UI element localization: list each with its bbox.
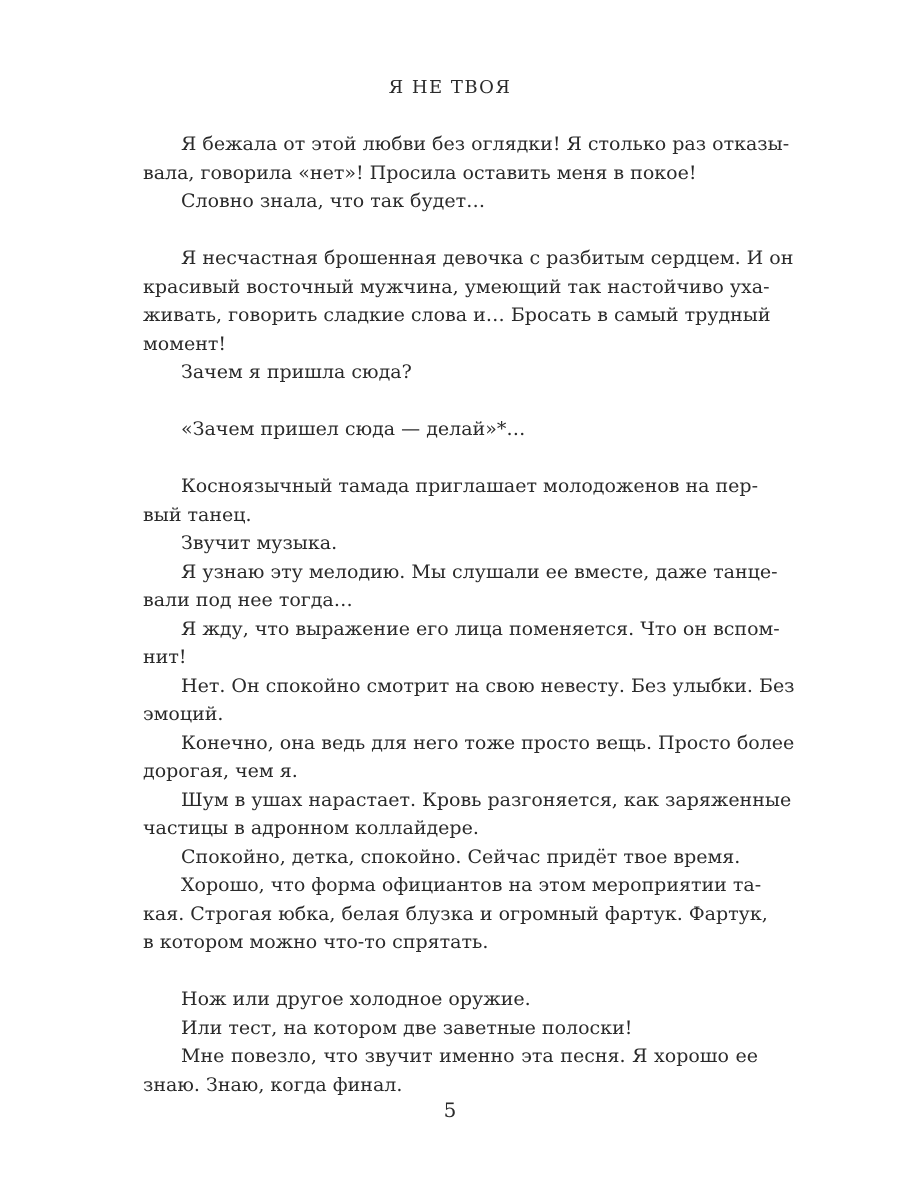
section-break — [143, 216, 758, 245]
paragraph — [143, 615, 780, 672]
text-line: Мне повезло, что звучит именно эта песня. Я хорошо ее — [181, 1045, 758, 1067]
paragraph — [143, 672, 795, 729]
paragraph — [143, 358, 758, 387]
text-line: Нож или другое холодное оружие. — [181, 988, 531, 1010]
text-line: вый танец. — [143, 503, 252, 526]
text-line: эмоций. — [143, 703, 224, 725]
text-line: Звучит музыка. — [181, 532, 338, 554]
running-header-title: Я НЕ ТВОЯ — [388, 77, 512, 98]
paragraph — [143, 415, 758, 444]
page-number: 5 — [443, 1098, 457, 1122]
text-line: Словно знала, что так будет… — [181, 190, 486, 212]
paragraph — [143, 871, 768, 957]
paragraph — [143, 244, 794, 358]
text-line: Конечно, она ведь для него тоже просто вещь. Просто более — [181, 731, 795, 754]
paragraph — [143, 843, 758, 872]
text-line: дорогая, чем я. — [143, 760, 298, 782]
text-line: Хорошо, что форма официантов на этом мероприятии та- — [181, 874, 762, 896]
text-line: Я бежала от этой любви без оглядки! Я столько раз отказы- — [181, 133, 790, 155]
text-line: нит! — [143, 646, 187, 668]
text-line: вала, говорила «нет»! Просила оставить меня в покое! — [143, 161, 697, 184]
text-line: кая. Строгая юбка, белая блузка и огромный фартук. Фартук, — [143, 902, 768, 925]
text-line: Я несчастная брошенная девочка с разбитым сердцем. И он — [181, 247, 794, 269]
text-line: знаю. Знаю, когда финал. — [143, 1073, 403, 1096]
paragraph — [143, 529, 758, 558]
paragraph — [143, 130, 790, 187]
text-line: момент! — [143, 332, 227, 355]
section-break — [143, 387, 758, 416]
section-break — [143, 444, 758, 473]
paragraph — [143, 187, 758, 216]
paragraph — [143, 786, 792, 843]
text-line: живать, говорить сладкие слова и… Бросать в самый трудный — [143, 304, 771, 326]
paragraph — [143, 558, 778, 615]
text-line: Шум в ушах нарастает. Кровь разгоняется, как заряженные — [181, 788, 792, 811]
section-break — [143, 957, 758, 986]
text-line: Зачем я пришла сюда? — [181, 361, 412, 383]
text-line: вали под нее тогда… — [143, 589, 353, 611]
text-line: Косноязычный тамада приглашает молодоженов на пер- — [181, 475, 758, 497]
text-line: Я узнаю эту мелодию. Мы слушали ее вместе, даже танце- — [181, 560, 778, 583]
text-line: в котором можно что-то спрятать. — [143, 931, 489, 953]
text-line: Или тест, на котором две заветные полоски! — [181, 1016, 633, 1039]
paragraph — [143, 472, 758, 529]
text-line: Я жду, что выражение его лица поменяется. Что он вспом- — [181, 617, 780, 640]
text-line: Нет. Он спокойно смотрит на свою невесту. Без улыбки. Без — [181, 674, 795, 697]
text-line: «Зачем пришел сюда — делай»*… — [181, 418, 526, 440]
text-line: красивый восточный мужчина, умеющий так настойчиво уха- — [143, 275, 770, 298]
paragraph — [143, 1014, 758, 1043]
paragraph — [143, 985, 758, 1014]
text-line: частицы в адронном коллайдере. — [143, 817, 479, 839]
paragraph — [143, 729, 795, 786]
text-line: Спокойно, детка, спокойно. Сейчас придёт твое время. — [181, 845, 741, 868]
body-text — [143, 130, 795, 1099]
paragraph — [143, 1042, 758, 1099]
